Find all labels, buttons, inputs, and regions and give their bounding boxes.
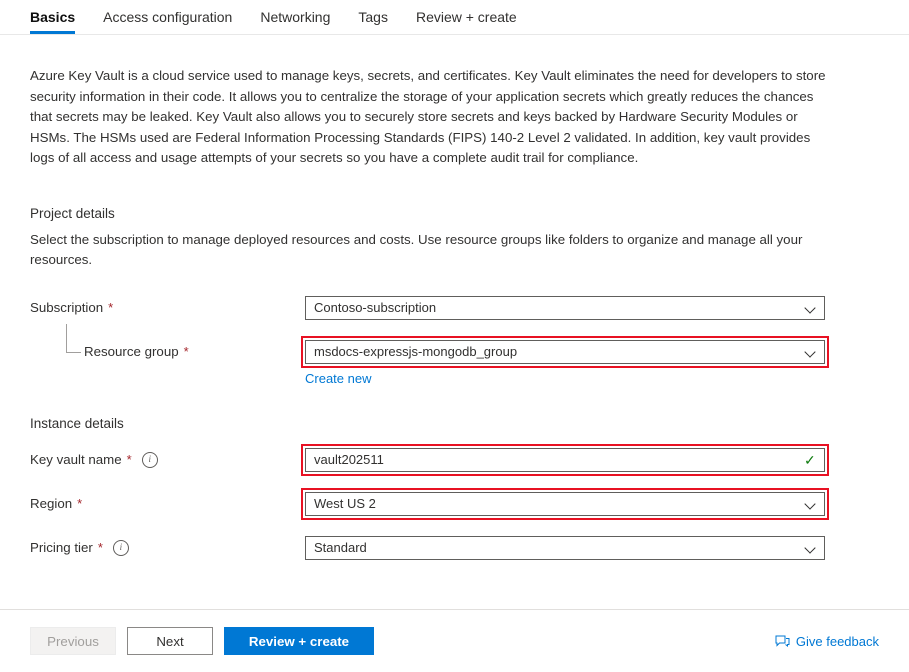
give-feedback-label: Give feedback xyxy=(795,633,879,649)
subscription-value: Contoso-subscription xyxy=(314,300,437,315)
form-content xyxy=(0,66,909,560)
region-row xyxy=(30,492,879,516)
subscription-field xyxy=(305,296,825,320)
subscription-required-marker: * xyxy=(108,300,114,315)
tab-bar xyxy=(0,0,909,34)
region-label xyxy=(30,496,305,511)
pricing-tier-label-text: Pricing tier xyxy=(30,540,93,555)
project-details-form xyxy=(30,296,879,386)
tab-basics[interactable] xyxy=(30,9,89,34)
info-icon[interactable]: i xyxy=(113,540,129,556)
region-label-text: Region xyxy=(30,496,73,511)
tab-networking[interactable] xyxy=(246,9,344,34)
resource-group-value: msdocs-expressjs-mongodb_group xyxy=(314,344,518,359)
subscription-label xyxy=(30,300,305,315)
tab-tags-label: Tags xyxy=(358,9,388,25)
next-button-label: Next xyxy=(156,633,184,649)
pricing-tier-label xyxy=(30,540,305,556)
instance-details-heading: Instance details xyxy=(30,415,124,431)
resource-group-required-marker: * xyxy=(183,344,189,359)
subscription-row xyxy=(30,296,879,320)
project-details-description: Select the subscription to manage deployed resources and costs. Use resource groups like folders to organize and manage all your resources. xyxy=(30,231,803,267)
project-details-heading: Project details xyxy=(30,205,115,221)
review-create-button[interactable] xyxy=(224,627,374,655)
resource-group-row xyxy=(30,340,879,364)
valid-check-icon: ✓ xyxy=(804,451,816,468)
intro-text: Azure Key Vault is a cloud service used to manage keys, secrets, and certificates. Key Vault eliminates the need for developers to store security information in their code. It allows you to centralize the storage of your application secrets which greatly reduces the chances that secrets may be leaked. Key Vault also allows you to securely store secrets and keys backed by Hardware Security Modules or HSMs. The HSMs used are Federal Information Processing Standards (FIPS) 140-2 Level 2 validated. In addition, key vault provides logs of all access and usage attempts of your secrets so you have a complete audit trail for compliance. xyxy=(30,68,826,165)
key-vault-name-field xyxy=(305,448,825,472)
resource-group-field xyxy=(305,340,825,364)
key-vault-name-input[interactable] xyxy=(305,448,825,472)
chevron-down-icon xyxy=(806,303,816,313)
pricing-tier-row xyxy=(30,536,879,560)
previous-button[interactable] xyxy=(30,627,116,655)
key-vault-name-label xyxy=(30,452,305,468)
chevron-down-icon xyxy=(806,543,816,553)
resource-group-dropdown[interactable] xyxy=(305,340,825,364)
region-required-marker: * xyxy=(77,496,83,511)
review-create-button-label: Review + create xyxy=(248,633,350,649)
chevron-down-icon xyxy=(806,347,816,357)
create-new-resource-group-link[interactable]: Create new xyxy=(305,370,372,386)
pricing-tier-field xyxy=(305,536,825,560)
resource-group-label-text: Resource group xyxy=(84,344,179,359)
chevron-down-icon xyxy=(806,499,816,509)
give-feedback-link[interactable] xyxy=(775,634,879,649)
key-vault-name-label-text: Key vault name xyxy=(30,452,122,467)
subscription-label-text: Subscription xyxy=(30,300,104,315)
region-value: West US 2 xyxy=(314,496,376,511)
tab-access-configuration-label: Access configuration xyxy=(103,9,233,25)
tab-basics-label: Basics xyxy=(30,9,76,25)
feedback-icon xyxy=(775,635,790,648)
tab-review-create[interactable] xyxy=(402,9,531,34)
key-vault-name-value: vault202511 xyxy=(314,452,384,467)
key-vault-name-required-marker: * xyxy=(126,452,132,467)
subscription-dropdown[interactable] xyxy=(305,296,825,320)
footer-bar xyxy=(0,610,909,672)
info-icon[interactable]: i xyxy=(142,452,158,468)
tab-access-configuration[interactable] xyxy=(89,9,246,34)
tab-networking-label: Networking xyxy=(260,9,331,25)
instance-details-form xyxy=(30,448,879,560)
tab-divider xyxy=(0,34,909,35)
region-field xyxy=(305,492,825,516)
pricing-tier-required-marker: * xyxy=(97,540,103,555)
tab-tags[interactable] xyxy=(344,9,402,34)
tab-review-create-label: Review + create xyxy=(415,9,517,25)
key-vault-name-row xyxy=(30,448,879,472)
region-dropdown[interactable] xyxy=(305,492,825,516)
resource-group-tree-connector xyxy=(66,324,81,353)
next-button[interactable] xyxy=(127,627,213,655)
pricing-tier-value: Standard xyxy=(314,540,367,555)
previous-button-label: Previous xyxy=(47,633,99,649)
pricing-tier-dropdown[interactable] xyxy=(305,536,825,560)
